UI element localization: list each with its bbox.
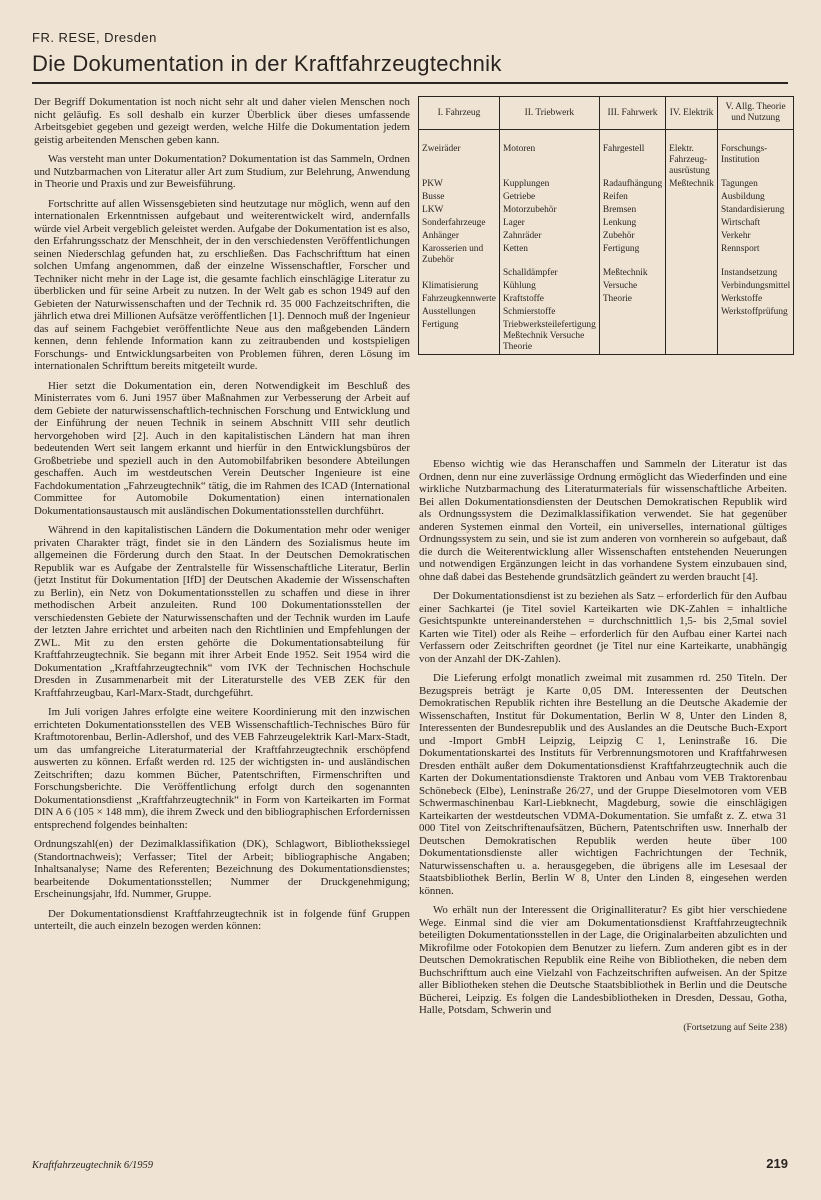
classification-table [418,96,794,355]
table-cell: PKW [419,178,500,191]
table-cell: Anhänger [419,230,500,243]
table-cell: Schalldämpfer [499,267,599,280]
article-title: Die Dokumentation in der Kraftfahrzeugtechnik [32,51,502,76]
table-cell [666,280,718,293]
table-cell: Karosserien und Zubehör [419,243,500,267]
table-cell [717,319,793,355]
table-cell: Elektr. Fahrzeug-ausrüstung [666,130,718,179]
table-cell [666,293,718,306]
table-cell: Radaufhängung [599,178,665,191]
table-cell: Klimatisierung [419,280,500,293]
paragraph: Die Lieferung erfolgt monatlich zweimal mit zusammen rd. 250 Titeln. Der Bezugspreis beträgt je Karte 0,05 DM. Interessenten der Deutschen Demokratischen Republik richten ihre Bestellung an die Deutsche Akademie der Wissenschaften, Institut für Dokumentation, Berlin W 8, Unter den Linden 8, Interessenten der Bundesrepublik und des Auslandes an die Deutsche Buch-Export und -Import GmbH Leipzig, Leipzig C 1, Leninstraße 16. Die Dokumentationskartei des Instituts für Verbrennungsmotoren und Kraftfahrwesen Dresden enthält außer dem Dokumentationsdienst Kraftfahrzeugtechnik auch die Karten der Dokumentationsdienste Traktoren und Anbau vom VEB Traktorenbau Schönebeck (Elbe), Leninstraße 26/27, und der Gruppe Dieselmotoren vom VEB Schwermaschinenbau Karl-Liebknecht, Magdeburg, sowie die einschlägigen Karteikarten der westdeutschen VDMA-Dokumentation. Sie umfaßt z. Z. etwa 31 000 Titel von Zeitschriftenaufsätzen, Büchern, Patentschriften usw. Innerhalb der Deutschen Demokratischen Republik werden heute über 100 Dokumentationsdienste aller wichtigen Fachrichtungen der Technik, Naturwissenschaften u. a. herausgegeben, die übrigens alle im Lesesaal der Staatsbibliothek Berlin, Berlin W 8, Unter den Linden 8, eingesehen werden können. [419,672,787,897]
paragraph: Der Dokumentationsdienst Kraftfahrzeugtechnik ist in folgende fünf Gruppen unterteilt, die auch einzeln bezogen werden können: [34,907,410,932]
table-cell: Ausbildung [717,191,793,204]
table-cell: Ausstellungen [419,306,500,319]
table-header: I. Fahrzeug [419,97,500,130]
table-row [419,319,794,355]
paragraph: Was versteht man unter Dokumentation? Dokumentation ist das Sammeln, Ordnen und Nutzbarmachen von Literatur aller Art zum Studium, zur Belehrung, Anwendung in Theorie und Praxis und zur Beweisführung. [34,153,410,190]
table-cell [599,306,665,319]
table-cell: Verbindungsmittel [717,280,793,293]
table-cell [666,191,718,204]
table-row [419,130,794,179]
table-cell: Standardisierung [717,204,793,217]
table-row [419,243,794,267]
table-row [419,204,794,217]
table-cell: Fertigung [599,243,665,267]
table-cell [666,243,718,267]
table-cell [666,204,718,217]
table-header: III. Fahrwerk [599,97,665,130]
table-cell: Versuche [599,280,665,293]
table-cell: Wirtschaft [717,217,793,230]
journal-footer: Kraftfahrzeugtechnik 6/1959 [32,1160,154,1171]
table-cell: Bremsen [599,204,665,217]
table-cell: Fertigung [419,319,500,355]
table-cell: Rennsport [717,243,793,267]
table-cell [666,217,718,230]
table-header: IV. Elektrik [666,97,718,130]
table-cell: Motoren [499,130,599,179]
table-cell [666,306,718,319]
table-cell: Triebwerksteilefertigung Meßtechnik Versuche Theorie [499,319,599,355]
table-cell: Kühlung [499,280,599,293]
table-cell: Zahnräder [499,230,599,243]
table-cell: Fahrgestell [599,130,665,179]
paragraph: Fortschritte auf allen Wissensgebieten sind heutzutage nur möglich, wenn auf den internationalen Erkenntnissen aufgebaut und weiterentwickelt wird, andernfalls würde viel Arbeit vergeblich geleistet werden. Aufgabe der Dokumentation ist es also, den Erfahrungsschatz der Menschheit, der in den verschiedensten Veröffentlichungen seinen Niederschlag gefunden hat, zu erschließen. Das Fachschrifttum hat einen solchen Umfang angenommen, daß der einzelne Wissenschaftler, Forscher und Techniker nicht mehr in der Lage ist, die gesamte fachlich einschlägige Literatur zu überblicken und für seine Arbeit zu nutzen. In der Welt gab es schon 1949 auf den Gebieten der Naturwissenschaften und der Technik rd. 35 000 Fachzeitschriften, die jährlich etwa drei Millionen Aufsätze veröffentlichen [1]. Dennoch muß der Ingenieur das auf seinem Fachgebiet veröffentlichte Neue aus den maßgebenden Ländern kennen, denn fehlende Information kann zu zeitraubenden und kostspieligen Forschungs- und Entwicklungsarbeiten von Problemen führen, deren Lösung im internationalen Schrifttum bereits mitgeteilt wurde. [34,197,410,372]
table-cell [666,230,718,243]
table-cell: Getriebe [499,191,599,204]
paragraph: Der Dokumentationsdienst ist zu beziehen als Satz – erforderlich für den Aufbau einer Sachkartei (je Titel soviel Karteikarten wie DK-Zahlen = inhaltliche Gesichtspunkte untereinanderstehen = durchschnittlich 1,5- bis 2,5mal soviel Karten wie Titel) oder als Reihe – erforderlich für den Aufbau einer Kartei nach Verfassern oder Zeitschriften geordnet (je Titel nur eine Karteikarte, unabhängig von der Anzahl der DK-Zahlen). [419,590,787,665]
table-cell [419,267,500,280]
table-row [419,293,794,306]
table-cell: Lenkung [599,217,665,230]
table-row [419,230,794,243]
table-header-row [419,97,794,130]
table-cell: Theorie [599,293,665,306]
table-cell: Verkehr [717,230,793,243]
table-cell: Kraftstoffe [499,293,599,306]
table-row [419,280,794,293]
paragraph: Ebenso wichtig wie das Heranschaffen und Sammeln der Literatur ist das Ordnen, denn nur eine zuverlässige Ordnung ermöglicht das Wiederfinden und eine wirkliche Nutzbarmachung des Literaturmaterials für wissenschaftliche Arbeiten. Bei allen Dokumentationsdiensten der Deutschen Demokratischen Republik wird als Ordnungssystem die Dezimalklassifikation verwendet. Sie hat gegenüber anderen Systemen einmal den Vorteil, ein universelles, international gültiges Ordnungssystem zu sein, und sie ist zum anderen von vornherein so aufgebaut, daß die durch die Weiterentwicklung aller Wissenschaften entstehenden Neuerungen und notwendigen Ergänzungen leicht in das vorhandene System einzubauen sind, ohne daß dabei das Bestehende grundsätzlich geändert zu werden braucht [4]. [419,458,787,583]
paragraph: Ordnungszahl(en) der Dezimalklassifikation (DK), Schlagwort, Bibliothekssiegel (Standortnachweis); Verfasser; Titel der Arbeit; bibliographische Angaben; Inhaltsanalyse; Name des Referenten; Bezeichnung des Dokumentationsdienstes; bearbeitende Dokumentationsstellen; Nummer der Druckgenehmigung; Erscheinungsjahr, lfd. Nummer, Gruppe. [34,838,410,900]
table-header: II. Triebwerk [499,97,599,130]
table-cell [666,267,718,280]
table-cell: Sonderfahrzeuge [419,217,500,230]
author-line: FR. RESE, Dresden [32,30,157,45]
table-row [419,306,794,319]
table-cell: Tagungen [717,178,793,191]
table-cell: Kupplungen [499,178,599,191]
table-cell: Ketten [499,243,599,267]
table-cell: Forschungs-Institution [717,130,793,179]
table-cell: Werkstoffe [717,293,793,306]
table-row [419,267,794,280]
paragraph: Der Begriff Dokumentation ist noch nicht sehr alt und daher vielen Menschen noch nicht geläufig. Es soll deshalb ein kurzer Überblick über dieses umfassende Arbeitsgebiet gegeben und gezeigt werden, welche Hilfe die Dokumentation jedem geistig arbeitenden Menschen geben kann. [34,96,410,146]
paragraph: Wo erhält nun der Interessent die Originalliteratur? Es gibt hier verschiedene Wege. Einmal sind die vier am Dokumentationsdienst Kraftfahrzeugtechnik beteiligten Dokumentationsstellen in der Lage, die Originalarbeiten abzulichten und Mikrofilme oder Fotokopien dem Benutzer zu liefern. Zum anderen gibt es in der Deutschen Demokratischen Republik eine Reihe von Bibliotheken, die neben dem Buchschrifttum auch eine Vielzahl von Fachzeitschriften aufweisen. An der Spitze aller Bibliotheken stehen die Deutsche Staatsbibliothek in Berlin und die Deutsche Bücherei, Leipzig. Es folgen die Landesbibliotheken in Dresden, Dessau, Gotha, Halle, Potsdam, Schwerin und [419,904,787,1016]
table-cell: Fahrzeugkennwerte [419,293,500,306]
paragraph: Im Juli vorigen Jahres erfolgte eine weitere Koordinierung mit den inzwischen errichteten Dokumentationsstellen des VEB Wissenschaftlich-Technisches Büro für Kraftmotorenbau, Berlin-Adlershof, und des VEB Fahrzeugelektrik Karl-Marx-Stadt, um das umfangreiche Literaturmaterial der Kraftfahrzeugtechnik erschöpfend auswerten zu können. Erfaßt werden rd. 125 der wichtigsten in- und ausländischen Zeitschriften; dazu kommen Bücher, Patentschriften, Firmenschriften und Forschungsberichte. Die Veröffentlichung erfolgt durch den sogenannten Dokumentationsdienst „Kraftfahrzeugtechnik“ in Form von Karteikarten im Format DIN A 6 (105 × 148 mm), die ihrem Zweck und den bibliographischen Erfordernissen entsprechend folgendes beinhalten: [34,706,410,831]
table-cell: Instandsetzung [717,267,793,280]
table-cell [666,319,718,355]
table-cell: Schmierstoffe [499,306,599,319]
table-header: V. Allg. Theorie und Nutzung [717,97,793,130]
table-cell [599,319,665,355]
table-cell: Zubehör [599,230,665,243]
table-cell: Meßtechnik [599,267,665,280]
table-row [419,178,794,191]
table-row [419,191,794,204]
paragraph: Hier setzt die Dokumentation ein, deren Notwendigkeit im Beschluß des Ministerrates vom 6. Juni 1957 über Maßnahmen zur Verbesserung der Arbeit auf dem Gebiete der naturwissenschaftlich-technischen Forschung und Entwicklung und der Einführung der neuen Technik in seinem Abschnitt VIII sehr deutlich hervorgehoben wird [2]. Auch in den kapitalistischen Ländern hat man ihren bedeutenden Wert seit langem erkannt und hierfür in den Entwicklungsbüros der Großbetriebe und speziell auch in den Automobilfabriken besondere Abteilungen geschaffen. Auch im westdeutschen Verein Deutscher Ingenieure ist eine Fachdokumentation „Fahrzeugtechnik“ tätig, die im Rahmen des ICAD (International Committee for Automobile Dokumentation) einen internationalen Dokumentationsaustausch mit ausländischen Dokumentationsstellen durchführt. [34,379,410,517]
continuation-note: (Fortsetzung auf Seite 238) [683,1022,787,1033]
table-cell: Busse [419,191,500,204]
right-column [419,458,787,1034]
table-cell: Reifen [599,191,665,204]
paragraph: Während in den kapitalistischen Ländern die Dokumentation mehr oder weniger privaten Charakter trägt, findet sie in den Ländern des Sozialismus heute im allgemeinen die Förderung durch den Staat. In der Deutschen Demokratischen Republik war es Aufgabe der Zentralstelle für Wissenschaftliche Literatur, Berlin (jetzt Institut für Dokumentation [IfD] der Deutschen Akademie der Wissenschaften zu Berlin), ein Netz von Dokumentationsstellen zu schaffen und diese in ihrer methodischen Arbeit anzuleiten. Rund 100 Dokumentationsstellen der verschiedensten Gebiete der Naturwissenschaften und der Technik wurden im Laufe der letzten Jahre errichtet und arbeiten nach den Richtlinien und Empfehlungen der ZWL. Mit zu den ersten gehörte die Dokumentationsabteilung für Kraftfahrzeugtechnik. Sie begann mit ihrer Arbeit Ende 1952. Seit 1954 wird die Dokumentation „Kraftfahrzeugtechnik“ vom IVK der Technischen Hochschule Dresden in Zusammenarbeit mit der Literaturstelle des VEB ZEK für den Kraftfahrzeugbau, Karl-Marx-Stadt, durchgeführt. [34,524,410,699]
table-row [419,217,794,230]
table-cell: Meßtechnik [666,178,718,191]
left-column [34,96,410,940]
title-rule [32,82,788,84]
table-cell: Motorzubehör [499,204,599,217]
table-cell: Werkstoffprüfung [717,306,793,319]
table-cell: Lager [499,217,599,230]
table-cell: Zweiräder [419,130,500,179]
table-cell: LKW [419,204,500,217]
page-number: 219 [766,1156,788,1171]
